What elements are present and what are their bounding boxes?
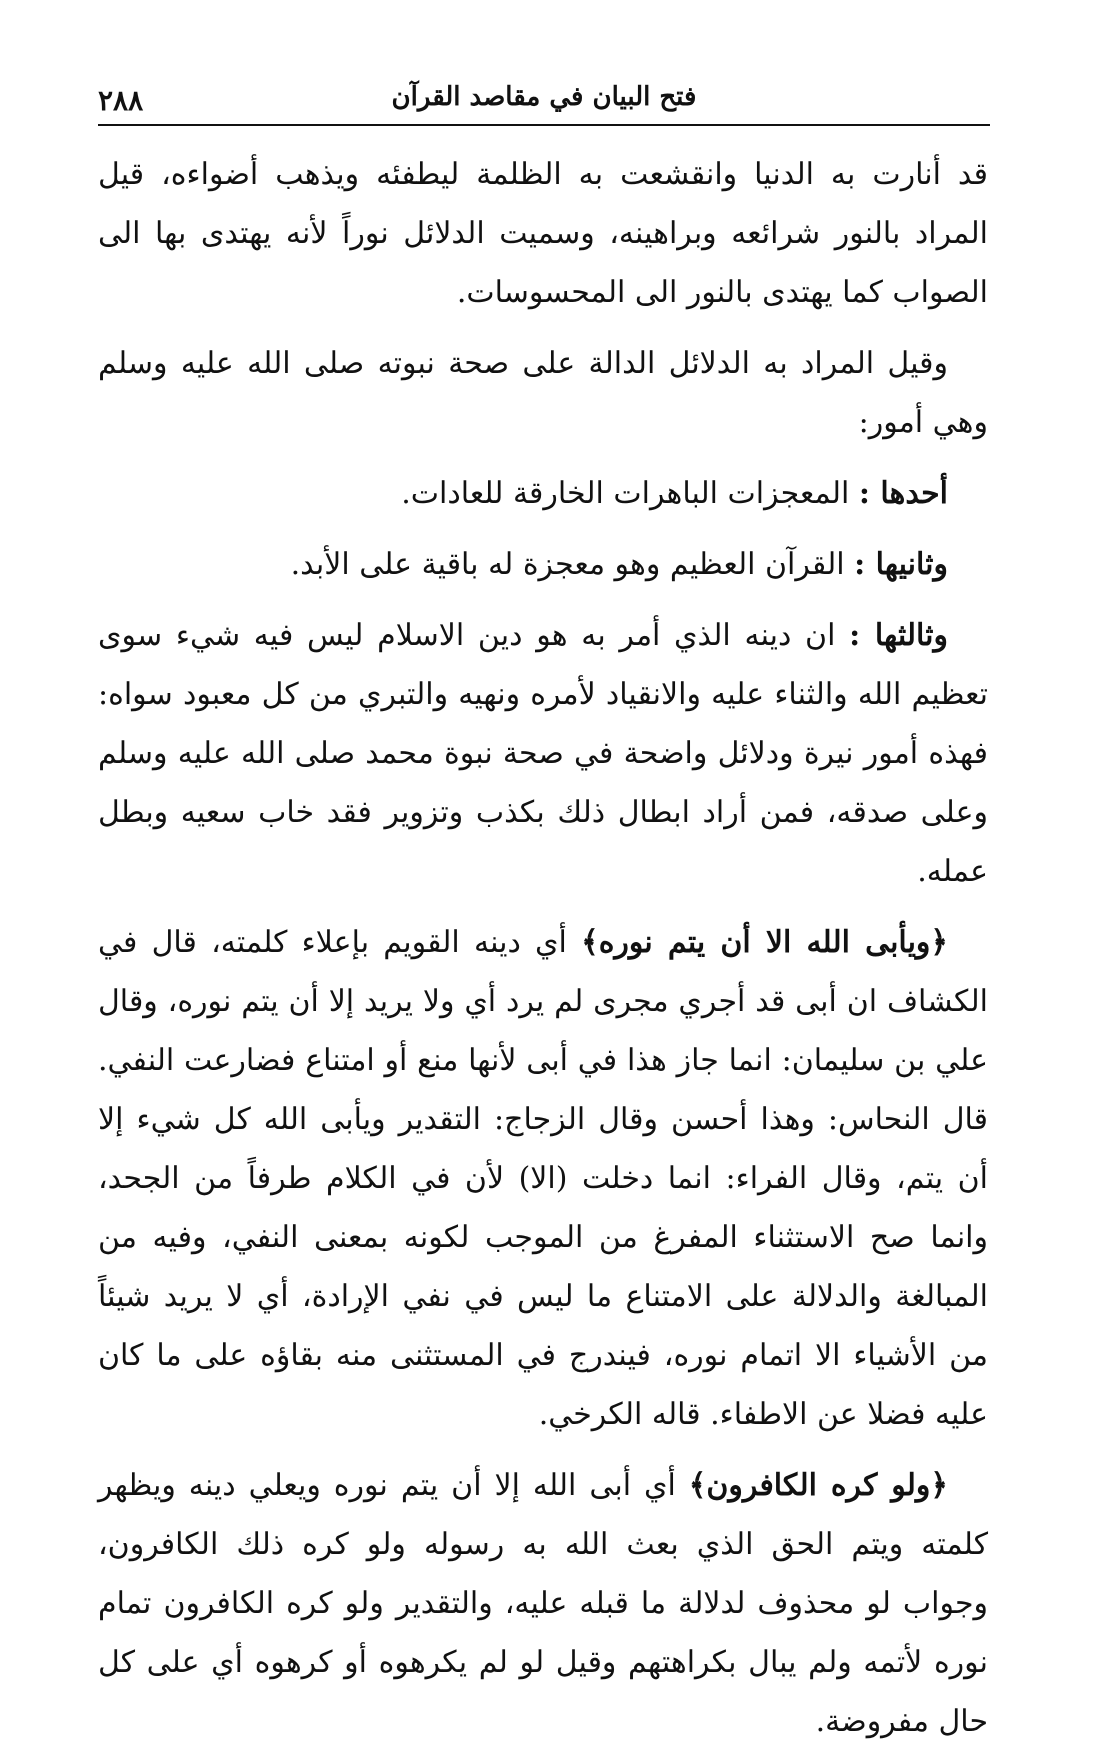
item-label: وثانيها :: [854, 547, 948, 582]
paragraph: وقيل المراد به الدلائل الدالة على صحة نبوته صلى الله عليه وسلم وهي أمور:: [98, 346, 988, 440]
commentary-paragraph: [98, 913, 988, 1444]
item-label: وثالثها :: [849, 618, 948, 653]
page-number: ٢٨٨: [98, 84, 144, 117]
item-text: المعجزات الباهرات الخارقة للعادات.: [401, 476, 850, 511]
page-header: [98, 78, 990, 126]
running-title: فتح البيان في مقاصد القرآن: [391, 82, 697, 112]
enumerated-item: [98, 606, 988, 901]
quran-quote: ﴿ولو كره الكافرون﴾: [688, 1468, 948, 1503]
item-label: أحدها :: [858, 476, 948, 511]
item-text: القرآن العظيم وهو معجزة له باقية على الأبد.: [290, 547, 845, 582]
item-text: ان دينه الذي أمر به هو دين الاسلام ليس فيه شيء سوى تعظيم الله والثناء عليه والانقياد لأمره ونهيه والتبري من كل معبود سواه: فهذه أمور نيرة ودلائل واضحة في صحة نبوة محمد صلى الله عليه وسلم وعلى صدقه، فمن أراد ابطال ذلك بكذب وتزوير فقد خاب سعيه وبطل عمله.: [98, 618, 988, 889]
commentary-paragraph: [98, 1456, 988, 1751]
enumerated-item: [98, 464, 988, 523]
page-body: [98, 145, 988, 1763]
enumerated-item: [98, 535, 988, 594]
commentary-text: أي أبى الله إلا أن يتم نوره ويعلي دينه ويظهر كلمته ويتم الحق الذي بعث الله به رسوله ولو كره ذلك الكافرون، وجواب لو محذوف لدلالة ما قبله عليه، والتقدير ولو كره الكافرون تمام نوره لأتمه ولم يبال بكراهتهم وقيل لو لم يكرهوه أو كرهوه أي على كل حال مفروضة.: [98, 1468, 988, 1739]
paragraph: قد أنارت به الدنيا وانقشعت به الظلمة ليطفئه ويذهب أضواءه، قيل المراد بالنور شرائعه وبراهينه، وسميت الدلائل نوراً لأنه يهتدى بها الى الصواب كما يهتدى بالنور الى المحسوسات.: [98, 157, 988, 310]
quran-quote: ﴿ويأبى الله الا أن يتم نوره﴾: [581, 925, 948, 960]
commentary-text: أي دينه القويم بإعلاء كلمته، قال في الكشاف ان أبى قد أجري مجرى لم يرد أي ولا يريد إلا أن يتم نوره، وقال علي بن سليمان: انما جاز هذا في أبى لأنها منع أو امتناع فضارعت النفي. قال النحاس: وهذا أحسن وقال الزجاج: التقدير ويأبى الله كل شيء إلا أن يتم، وقال الفراء: انما دخلت (الا) لأن في الكلام طرفاً من الجحد، وانما صح الاستثناء المفرغ من الموجب لكونه بمعنى النفي، وفيه من المبالغة والدلالة على الامتناع ما ليس في نفي الإرادة، أي لا يريد شيئاً من الأشياء الا اتمام نوره، فيندرج في المستثنى منه بقاؤه على ما كان عليه فضلا عن الاطفاء. قاله الكرخي.: [98, 925, 988, 1432]
